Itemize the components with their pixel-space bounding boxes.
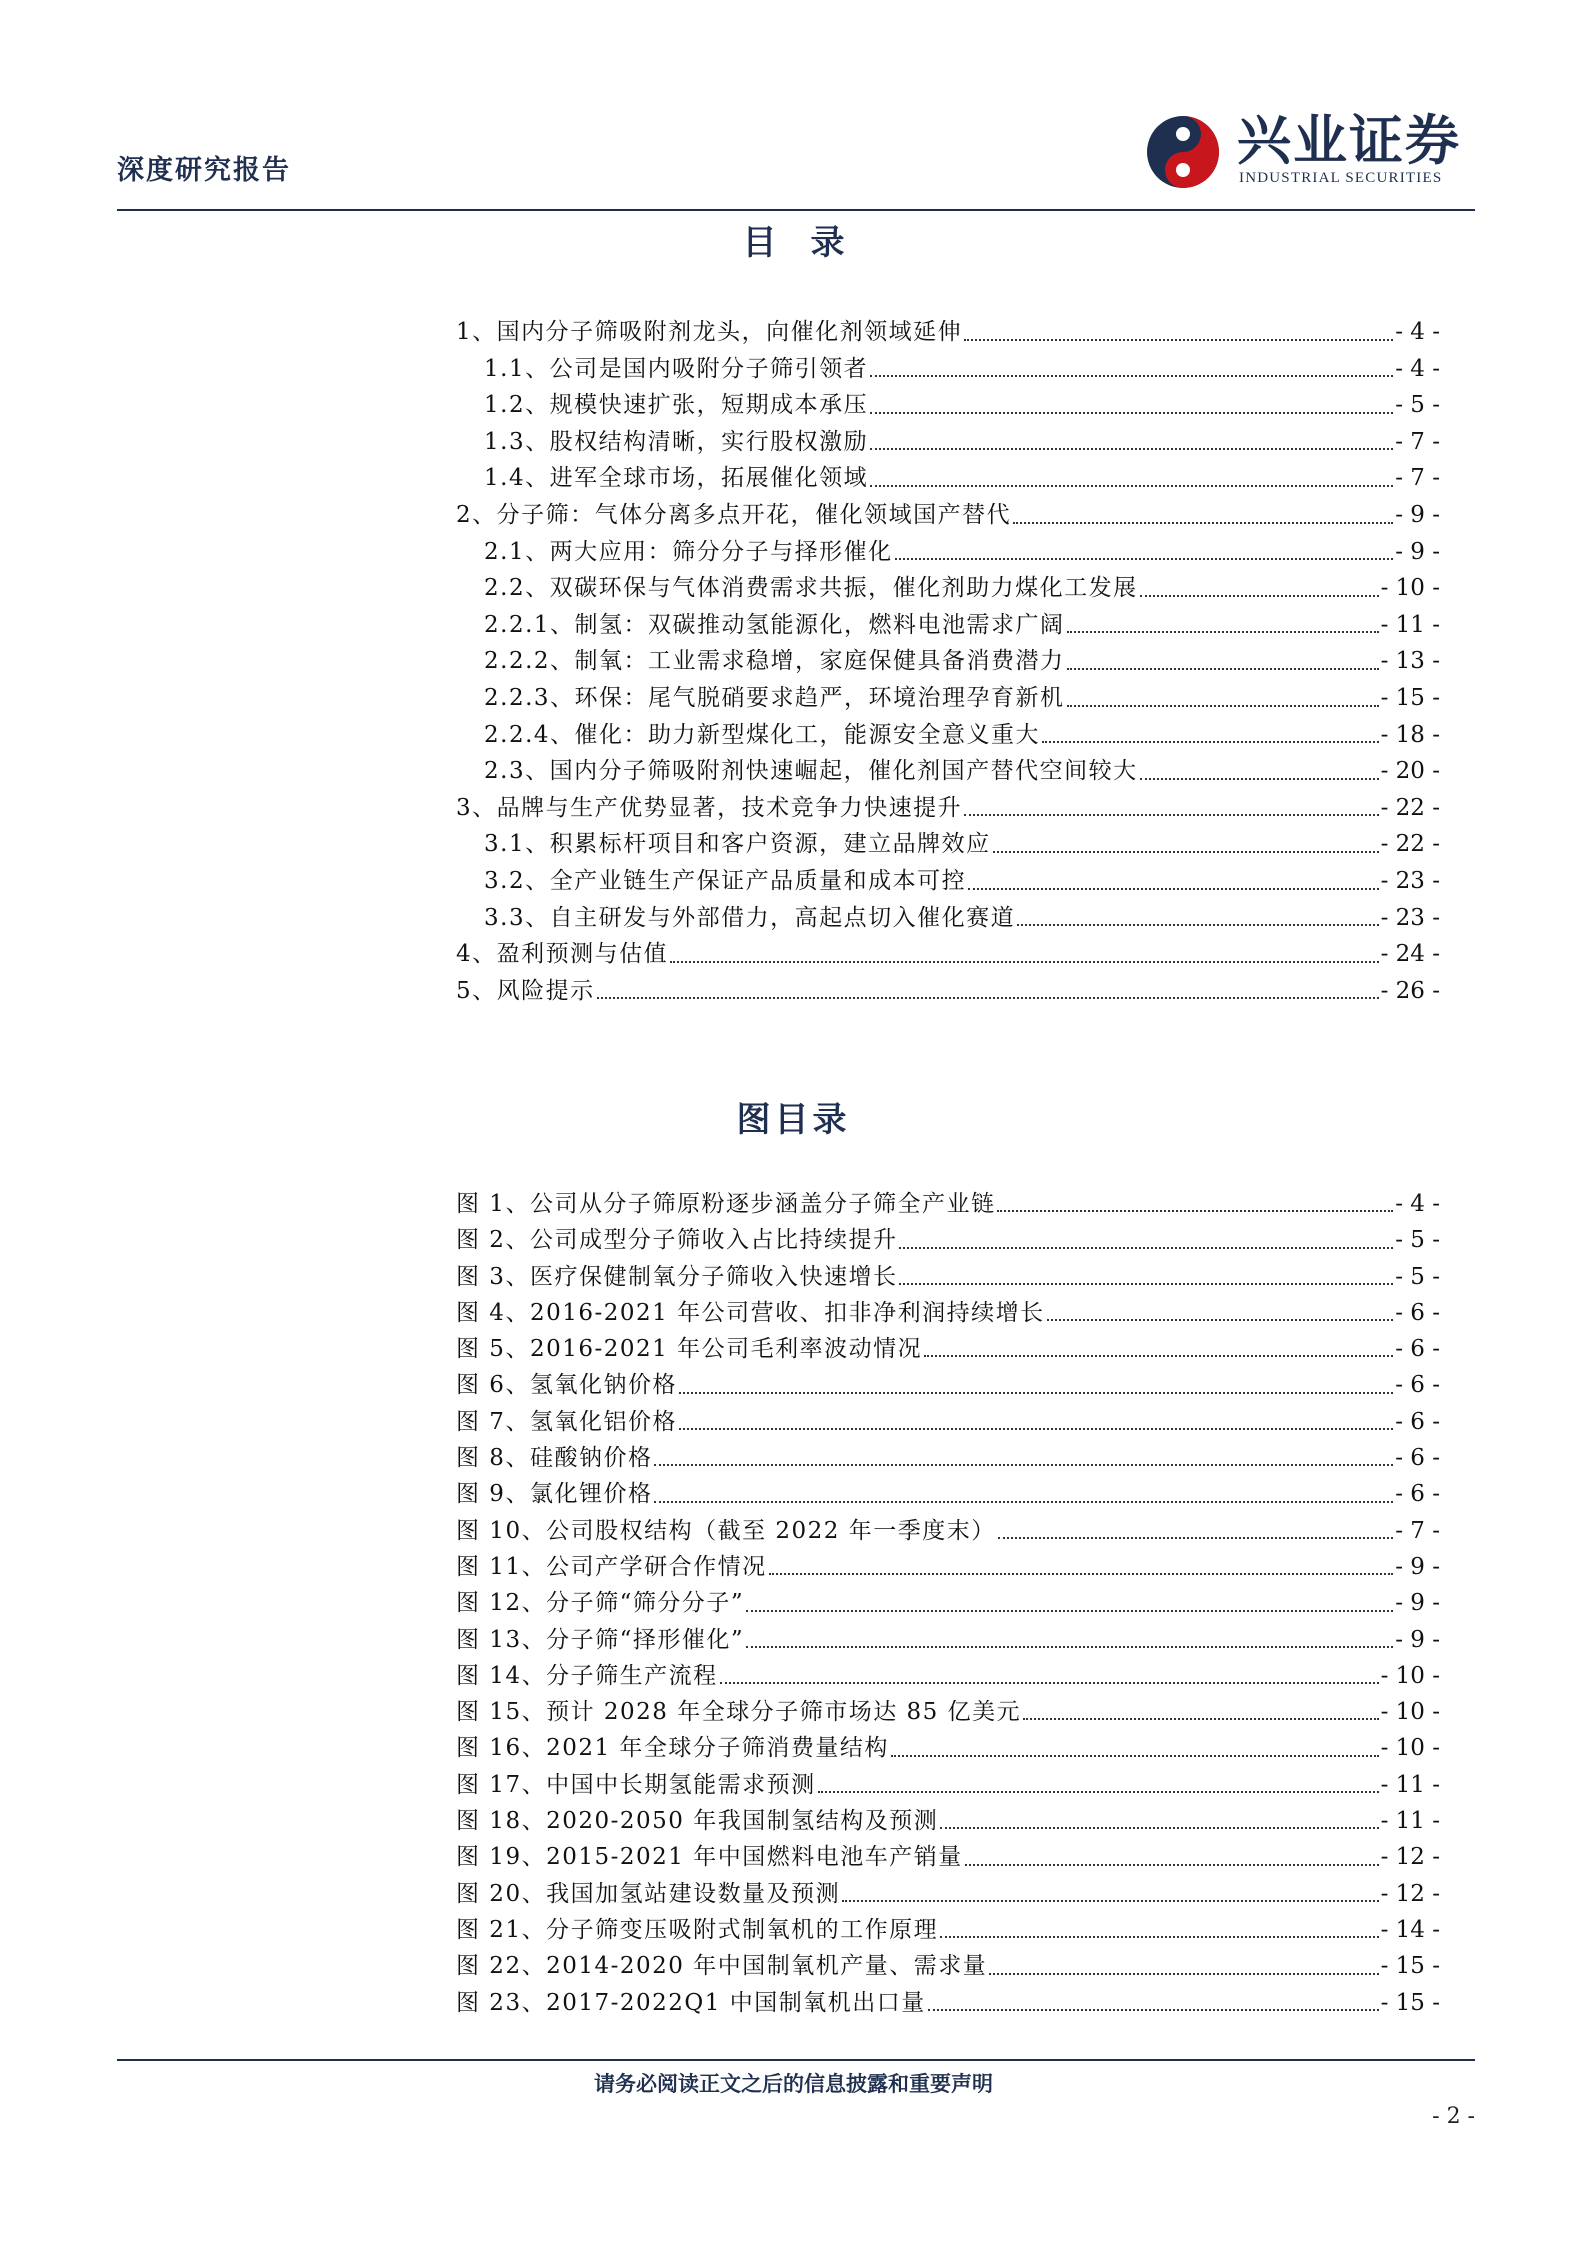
toc-entry-title: 2.2.3、环保：尾气脱硝要求趋严，环境治理孕育新机 [484,684,1065,711]
figure-entry-page: - 6 - [1395,1481,1440,1508]
toc-entry[interactable] [456,643,1440,680]
dot-leader [968,887,1378,890]
dot-leader [870,411,1393,414]
figure-entry-page: - 6 - [1395,1372,1440,1399]
dot-leader [720,1681,1379,1684]
figure-entry-title: 图 19、2015-2021 年中国燃料电池车产销量 [456,1844,963,1871]
toc-entry-title: 2.2.1、制氢：双碳推动氢能源化，燃料电池需求广阔 [484,611,1065,638]
figure-entry-title: 图 12、分子筛“筛分分子” [456,1590,745,1617]
toc-entry[interactable] [456,936,1440,973]
figure-entry[interactable] [456,1295,1440,1331]
toc-entry[interactable] [456,570,1440,607]
logo-emblem-icon [1145,114,1221,190]
toc-entry[interactable] [456,826,1440,863]
figure-entry-page: - 10 - [1380,1699,1440,1726]
dot-leader [870,374,1393,377]
report-type-label: 深度研究报告 [117,155,291,186]
toc-entry-title: 2.1、两大应用：筛分分子与择形催化 [484,538,893,565]
toc-entry-page: - 23 - [1380,867,1440,894]
dot-leader [1067,704,1379,707]
dot-leader [1017,923,1378,926]
figure-entry-title: 图 17、中国中长期氢能需求预测 [456,1771,816,1798]
toc-entry-title: 3.1、积累标杆项目和客户资源，建立品牌效应 [484,831,991,858]
dot-leader [993,850,1379,853]
dot-leader [1047,1318,1394,1321]
dot-leader [679,1391,1393,1394]
figure-entry-page: - 11 - [1380,1808,1440,1835]
dot-leader [1140,777,1379,780]
dot-leader [1140,594,1379,597]
figure-entry-page: - 4 - [1395,1191,1440,1217]
figure-entry[interactable] [456,1730,1440,1766]
toc-entry[interactable] [456,863,1440,900]
toc-entry[interactable] [456,790,1440,827]
toc-entry-page: - 23 - [1380,904,1440,931]
dot-leader [746,1645,1393,1648]
toc-entry[interactable] [456,387,1440,424]
figure-entry[interactable] [456,1622,1440,1658]
toc-entry-page: - 9 - [1395,501,1440,528]
dot-leader [842,1899,1378,1902]
page-number: - 2 - [1432,2104,1475,2129]
toc-entry[interactable] [456,314,1440,351]
figure-entry-title: 图 22、2014-2020 年中国制氧机产量、需求量 [456,1953,988,1980]
toc-entry-title: 3、品牌与生产优势显著，技术竞争力快速提升 [456,794,963,821]
dot-leader [870,447,1393,450]
dot-leader [1067,667,1379,670]
toc-entry-page: - 15 - [1380,684,1440,711]
figure-entry-page: - 7 - [1395,1517,1440,1544]
dot-leader [769,1572,1394,1575]
dot-leader [940,1826,1378,1829]
figure-entry-page: - 6 - [1395,1299,1440,1326]
figure-entry[interactable] [456,1404,1440,1440]
figure-entry-page: - 9 - [1395,1553,1440,1580]
figure-entry-title: 图 3、医疗保健制氧分子筛收入快速增长 [456,1263,898,1290]
figure-entry[interactable] [456,1839,1440,1875]
figure-entry-title: 图 6、氢氧化钠价格 [456,1372,677,1399]
figure-list-title: 图目录 [736,1100,851,1140]
figure-entry-title: 图 21、分子筛变压吸附式制氧机的工作原理 [456,1916,939,1943]
dot-leader [670,960,1378,963]
figure-entry[interactable] [456,1186,1440,1222]
figure-entry-title: 图 4、2016-2021 年公司营收、扣非净利润持续增长 [456,1299,1045,1326]
figure-entry[interactable] [456,1476,1440,1512]
toc-entry-page: - 7 - [1395,428,1440,455]
dot-leader [818,1790,1379,1793]
figure-entry[interactable] [456,1694,1440,1730]
dot-leader [965,1863,1379,1866]
figure-entry-page: - 6 - [1395,1336,1440,1363]
figure-entry-title: 图 23、2017-2022Q1 中国制氧机出口量 [456,1989,926,2016]
figure-entry[interactable] [456,1222,1440,1258]
figure-entry-page: - 10 - [1380,1662,1440,1689]
figure-entry-page: - 10 - [1380,1735,1440,1762]
toc-entry-page: - 9 - [1395,538,1440,565]
toc-entry[interactable] [456,973,1440,1010]
dot-leader [597,996,1379,999]
figure-entry-title: 图 2、公司成型分子筛收入占比持续提升 [456,1227,898,1254]
dot-leader [998,1536,1393,1539]
logo-english-name: INDUSTRIAL SECURITIES [1239,170,1443,186]
toc-entry-title: 2.3、国内分子筛吸附剂快速崛起，催化剂国产替代空间较大 [484,758,1138,785]
toc-entry-page: - 26 - [1380,977,1440,1004]
figure-entry-title: 图 11、公司产学研合作情况 [456,1553,767,1580]
toc-entry[interactable] [456,424,1440,461]
toc-entry-page: - 22 - [1380,794,1440,821]
toc-entry-title: 5、风险提示 [456,977,595,1004]
dot-leader [891,1754,1379,1757]
toc-entry[interactable] [456,717,1440,754]
figure-entry[interactable] [456,1767,1440,1803]
toc-entry-title: 1.1、公司是国内吸附分子筛引领者 [484,355,869,382]
dot-leader [1023,1717,1378,1720]
header-divider [117,209,1475,211]
toc-entry[interactable] [456,680,1440,717]
figure-entry-title: 图 1、公司从分子筛原粉逐步涵盖分子筛全产业链 [456,1191,996,1217]
figure-entry-title: 图 20、我国加氢站建设数量及预测 [456,1880,841,1907]
figure-entry[interactable] [456,1876,1440,1912]
dot-leader [870,484,1393,487]
figure-entry-page: - 6 - [1395,1445,1440,1472]
toc-entry-title: 2.2.4、催化：助力新型煤化工，能源安全意义重大 [484,721,1041,748]
figure-entry[interactable] [456,1585,1440,1621]
figure-entry-title: 图 15、预计 2028 年全球分子筛市场达 85 亿美元 [456,1699,1022,1726]
dot-leader [654,1463,1393,1466]
disclaimer-note: 请务必阅读正文之后的信息披露和重要声明 [594,2072,993,2096]
dot-leader [899,1282,1393,1285]
figure-entry-title: 图 13、分子筛“择形催化” [456,1626,745,1653]
toc-entry-page: - 7 - [1395,465,1440,492]
dot-leader [746,1609,1393,1612]
figure-list [456,1186,1440,2021]
dot-leader [997,1209,1393,1212]
toc-entry-title: 1、国内分子筛吸附剂龙头，向催化剂领域延伸 [456,319,963,345]
dot-leader [895,557,1394,560]
toc-entry-page: - 11 - [1380,611,1440,638]
toc-entry-page: - 20 - [1380,758,1440,785]
figure-entry[interactable] [456,1985,1440,2021]
figure-entry[interactable] [456,1912,1440,1948]
table-of-contents [456,314,1440,1009]
company-logo [1145,108,1475,193]
toc-entry-title: 3.3、自主研发与外部借力，高起点切入催化赛道 [484,904,1016,931]
toc-entry-page: - 18 - [1380,721,1440,748]
dot-leader [654,1500,1393,1503]
toc-entry[interactable] [456,607,1440,644]
toc-entry-page: - 24 - [1380,941,1440,968]
figure-entry-title: 图 18、2020-2050 年我国制氢结构及预测 [456,1808,939,1835]
toc-entry-page: - 10 - [1380,575,1440,602]
toc-entry-page: - 4 - [1395,355,1440,382]
figure-entry[interactable] [456,1948,1440,1984]
figure-entry[interactable] [456,1549,1440,1585]
figure-entry[interactable] [456,1259,1440,1295]
figure-entry-page: - 15 - [1380,1953,1440,1980]
figure-entry[interactable] [456,1803,1440,1839]
dot-leader [964,338,1393,341]
toc-entry[interactable] [456,460,1440,497]
toc-entry[interactable] [456,753,1440,790]
figure-entry-title: 图 8、硅酸钠价格 [456,1445,653,1472]
figure-entry[interactable] [456,1367,1440,1403]
dot-leader [924,1354,1393,1357]
toc-entry-page: - 4 - [1395,319,1440,345]
figure-entry-page: - 9 - [1395,1590,1440,1617]
toc-entry[interactable] [456,351,1440,388]
dot-leader [1067,630,1379,633]
dot-leader [928,2008,1379,2011]
figure-entry-title: 图 16、2021 年全球分子筛消费量结构 [456,1735,889,1762]
figure-entry-page: - 5 - [1395,1227,1440,1254]
figure-entry-title: 图 14、分子筛生产流程 [456,1662,718,1689]
figure-entry-page: - 9 - [1395,1626,1440,1653]
toc-entry-title: 1.2、规模快速扩张，短期成本承压 [484,392,869,419]
figure-entry[interactable] [456,1513,1440,1549]
logo-chinese-name: 兴业证券 [1237,109,1461,172]
toc-entry-page: - 22 - [1380,831,1440,858]
dot-leader [1013,521,1393,524]
footer-divider [117,2059,1475,2061]
figure-entry-title: 图 7、氢氧化铝价格 [456,1408,677,1435]
figure-entry-title: 图 10、公司股权结构（截至 2022 年一季度末） [456,1517,996,1544]
figure-entry-page: - 12 - [1380,1844,1440,1871]
dot-leader [1042,740,1379,743]
toc-entry-title: 2.2、双碳环保与气体消费需求共振，催化剂助力煤化工发展 [484,575,1138,602]
toc-entry-page: - 13 - [1380,648,1440,675]
dot-leader [899,1246,1393,1249]
figure-entry-page: - 11 - [1380,1771,1440,1798]
toc-entry-title: 4、盈利预测与估值 [456,941,669,968]
toc-entry[interactable] [456,497,1440,534]
toc-entry-page: - 5 - [1395,392,1440,419]
toc-entry[interactable] [456,534,1440,571]
toc-entry-title: 1.3、股权结构清晰，实行股权激励 [484,428,869,455]
dot-leader [679,1427,1393,1430]
figure-entry-page: - 6 - [1395,1408,1440,1435]
toc-title: 目录 [742,223,879,263]
toc-entry-title: 1.4、进军全球市场，拓展催化领域 [484,465,869,492]
toc-entry-title: 3.2、全产业链生产保证产品质量和成本可控 [484,867,967,894]
figure-entry[interactable] [456,1331,1440,1367]
figure-entry-page: - 15 - [1380,1989,1440,2016]
figure-entry-page: - 14 - [1380,1916,1440,1943]
dot-leader [964,813,1378,816]
toc-entry-title: 2.2.2、制氧：工业需求稳增，家庭保健具备消费潜力 [484,648,1065,675]
figure-entry-title: 图 9、氯化锂价格 [456,1481,653,1508]
figure-entry-page: - 5 - [1395,1263,1440,1290]
figure-entry-title: 图 5、2016-2021 年公司毛利率波动情况 [456,1336,923,1363]
dot-leader [940,1935,1378,1938]
figure-entry-page: - 12 - [1380,1880,1440,1907]
toc-entry[interactable] [456,900,1440,937]
figure-entry[interactable] [456,1440,1440,1476]
figure-entry[interactable] [456,1658,1440,1694]
dot-leader [989,1972,1378,1975]
toc-entry-title: 2、分子筛：气体分离多点开花，催化领域国产替代 [456,501,1012,528]
